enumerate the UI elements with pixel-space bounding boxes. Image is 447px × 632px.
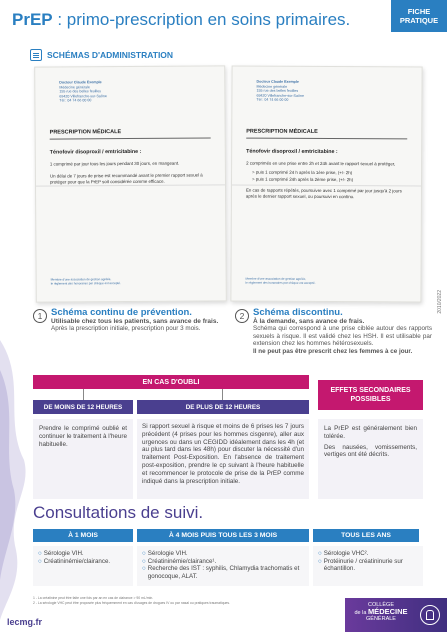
- list-item-text: Recherche des IST : syphilis, Chlamydia trachomatis et gonocoque, ALAT.: [147, 565, 300, 580]
- doctor-tel: Tél : 04 74 66 00 00: [256, 98, 289, 103]
- prescription-sheet-discontinuous: [230, 66, 422, 303]
- sheet2-paragraph1: 2 comprimés en une prise entre 2h et 24h avant le rapport sexuel à protéger,: [246, 160, 396, 167]
- bullet-icon: ○: [318, 550, 322, 557]
- en-cas-oubli-bar: [33, 375, 309, 389]
- prescription-title: PRESCRIPTION MÉDICALE: [50, 128, 211, 139]
- schema-discontinuous-caption: [235, 307, 432, 355]
- badge-line1: FICHE: [407, 7, 431, 16]
- footnote-2: 2 - La sérologie VHC peut être proposée plus fréquemment en cas d'usages de drogues IV ou par nasal ou pratiques traumatiques.: [33, 600, 231, 605]
- cons-annuel-label: TOUS LES ANS: [341, 532, 391, 539]
- doctor-name: Docteur Claude Exemple: [256, 79, 299, 84]
- title-rest: : primo-prescription en soins primaires.: [52, 10, 351, 29]
- cons-1-mois-header: [33, 529, 133, 542]
- cons-1-mois-label: À 1 MOIS: [68, 532, 98, 539]
- cons-4-mois-header: [137, 529, 309, 542]
- badge-line2: PRATIQUE: [399, 16, 439, 25]
- bullet-icon: ○: [318, 557, 322, 565]
- drug-name: Ténofovir disoproxil / emtricitabine :: [49, 148, 142, 156]
- logo-text: [351, 602, 411, 623]
- sheet1-paragraph2: Un délai de 7 jours de prise est recommandé avant le premier rapport sexuel à protéger pour que la PrEP soit considérée comme efficace.: [49, 172, 203, 185]
- sheet2-paragraph2: > puis 1 comprimé 24 h après la 1ère prise, (+/- 2h): [252, 169, 353, 175]
- cons-4-mois-list: [137, 546, 309, 586]
- consultations-title: Consultations de suivi.: [33, 503, 204, 522]
- sheet-footer2: le règlement des honoraires par chèque est accepté.: [245, 280, 316, 285]
- doctor-block: [59, 79, 210, 103]
- schema-continuous-caption: [33, 307, 228, 333]
- schema-continuous-subtitle: Utilisable chez tous les patients, sans avance de frais.: [51, 318, 219, 325]
- doctor-role: Médecine générale: [59, 84, 90, 90]
- logo-line3: GÉNÉRALE: [366, 616, 396, 622]
- schema-number-2: 2: [235, 309, 249, 323]
- document-icon: [30, 49, 42, 61]
- effects-header: [318, 380, 423, 410]
- effects-header-line1: EFFETS SECONDAIRES: [330, 387, 411, 394]
- sheet-footer1: Membre d'une association de gestion agréée,: [50, 277, 112, 282]
- doctor-address2: 69420 Villefranche-sur-Saône: [59, 93, 107, 99]
- moins-12h-text: Prendre le comprimé oublié et continuer le traitement à l'heure habituelle.: [33, 419, 133, 499]
- page-title: [12, 10, 350, 30]
- bullet-icon: ○: [38, 550, 42, 557]
- schema-continuous-text: Après la prescription initiale, prescription pour 3 mois.: [51, 325, 201, 332]
- effects-text1: La PrEP est généralement bien tolérée.: [324, 425, 417, 440]
- doctor-address2: 69420 Villefranche-sur-Saône: [256, 93, 304, 98]
- prescription-title: PRESCRIPTION MÉDICALE: [246, 129, 407, 140]
- sheet1-paragraph1: 1 comprimé par jour tous les jours pendant 30 jours, en mangeant.: [49, 160, 180, 167]
- schema-discontinuous-text: Schéma qui correspond à une prise ciblée autour des rapports sexuels à risque. Il est validé chez les HSH. Il est utilisable par extension chez les hommes hétérosexuels.: [253, 325, 432, 347]
- list-item-text: Sérologie VIH.: [43, 550, 84, 557]
- list-item-text: Sérologie VHC².: [323, 550, 369, 557]
- moins-12h-header: [33, 400, 133, 414]
- footnote-1: 1 - La créatinine peut être faite une fois par an en cas de clairance > 90 mL/min.: [33, 596, 154, 600]
- cons-4-mois-label: À 4 MOIS PUIS TOUS LES 3 MOIS: [168, 532, 278, 539]
- list-item-text: Protéinurie / créatininurie sur échantillon.: [323, 557, 403, 573]
- sheet-footer2: le règlement des honoraires par chèque est accepté.: [50, 281, 121, 286]
- effects-header-line2: POSSIBLES: [350, 396, 391, 403]
- logo-emblem-icon: [420, 605, 440, 625]
- moins-12h-label: DE MOINS DE 12 HEURES: [43, 403, 123, 411]
- cons-1-mois-list: [33, 546, 133, 586]
- en-cas-oubli-label: EN CAS D'OUBLI: [142, 378, 200, 386]
- logo-line1: COLLÈGE: [368, 602, 394, 608]
- website-link[interactable]: lecmg.fr: [7, 617, 43, 627]
- sheet-footer: [51, 277, 121, 285]
- sheet-footer: [245, 277, 315, 285]
- bullet-icon: ○: [142, 565, 146, 573]
- plus-12h-header: [137, 400, 309, 414]
- effects-text2: Des nausées, vomissements, vertiges ont été décrits.: [324, 443, 417, 459]
- college-logo: [345, 598, 447, 632]
- sheet2-paragraph3: > puis 1 comprimé 24h après la 2ème prise, (+/- 2h): [252, 176, 354, 182]
- sheet-fold: [36, 184, 225, 186]
- doctor-tel: Tél : 04 74 66 00 00: [59, 98, 92, 103]
- schema-continuous-title: Schéma continu de prévention.: [51, 307, 192, 318]
- footnotes: [33, 596, 230, 605]
- doctor-role: Médecine générale: [256, 84, 288, 89]
- doctor-address1: 155 rue des belles feuilles: [59, 89, 101, 94]
- doctor-address1: 155 rue des belles feuilles: [256, 88, 299, 94]
- list-item: [38, 550, 128, 558]
- bullet-icon: ○: [142, 550, 146, 557]
- sheet-footer1: Membre d'une association de gestion agréée,: [245, 276, 307, 281]
- schema-number-1: 1: [33, 309, 47, 323]
- plus-12h-text: Si rapport sexuel à risque et moins de 6 prises les 7 jours précédent (4 prises pour les hommes cisgenre), aller aux urgences ou dans un CEGIDD idéalement dans les 4h (et au plus tard dans les 48h) pour discuter la nécessité d'un traitement Post-Exposition. En l'absence de traitement post-exposition, prendre le cp suivant à l'heure habituelle et recommencer le protocole de prise de la PrEP comme indiqué dans la prescription initiale.: [137, 419, 309, 499]
- schema-discontinuous-title: Schéma discontinu.: [253, 307, 343, 318]
- doctor-block: [256, 80, 407, 104]
- schema-discontinuous-subtitle: À la demande, sans avance de frais.: [253, 318, 365, 325]
- effects-text: [318, 419, 423, 499]
- fiche-pratique-badge: [391, 0, 447, 32]
- list-item: [38, 558, 128, 566]
- prescription-sheet-continuous: [34, 65, 227, 302]
- list-item: [142, 550, 304, 558]
- sheet-fold: [232, 185, 421, 187]
- connector-line: [83, 389, 84, 400]
- list-item-text: Créatininémie/clairance¹.: [147, 557, 217, 565]
- plus-12h-label: DE PLUS DE 12 HEURES: [185, 403, 261, 411]
- doctor-name: Docteur Claude Exemple: [59, 80, 102, 85]
- logo-line2b: MÉDECINE: [367, 606, 408, 616]
- list-item: [142, 558, 304, 566]
- list-item: [318, 550, 418, 558]
- logo-line2: de la: [354, 609, 367, 616]
- sheet2-paragraph4: En cas de rapports répétés, poursuivre avec 1 comprimé par jour jusqu'à 2 jours après le dernier rapport sexuel, ou poursuivi en continu.: [245, 187, 402, 200]
- bullet-icon: ○: [38, 557, 42, 565]
- cons-annuel-list: [313, 546, 423, 586]
- date-code: 2010/2022: [437, 290, 443, 314]
- schemas-heading: [30, 49, 173, 61]
- list-item-text: Sérologie VIH.: [147, 550, 188, 557]
- schemas-heading-text: SCHÉMAS D'ADMINISTRATION: [47, 50, 174, 60]
- decorative-wave-icon: [0, 340, 30, 620]
- connector-line: [222, 389, 223, 400]
- schema-discontinuous-warning: Il ne peut pas être prescrit chez les femmes à ce jour.: [253, 347, 413, 355]
- list-item-text: Créatininémie/clairance.: [43, 557, 111, 565]
- bullet-icon: ○: [142, 557, 146, 565]
- drug-name: Ténofovir disoproxil / emtricitabine :: [246, 148, 338, 156]
- cons-annuel-header: [313, 529, 419, 542]
- list-item: [142, 565, 304, 580]
- consultations-header-bar: [33, 529, 423, 542]
- title-bold: PrEP: [12, 10, 53, 29]
- list-item: [318, 558, 418, 573]
